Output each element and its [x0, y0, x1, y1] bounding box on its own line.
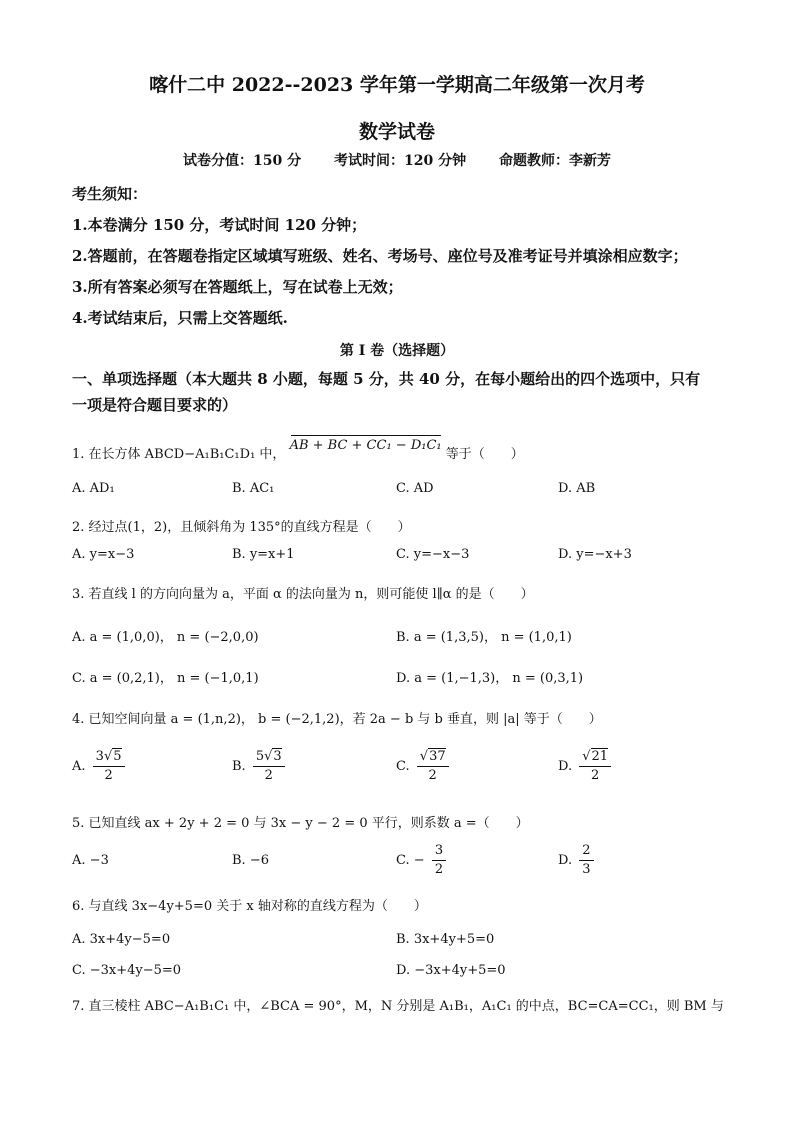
fraction: $\frac{√21}{2}$: [579, 748, 611, 785]
option-b: B. a = (1,3,5)， n = (1,0,1): [396, 630, 572, 645]
question-2: [72, 516, 411, 535]
radicand: 21: [591, 749, 609, 764]
question-7: [72, 995, 724, 1014]
instruction-item: 1.本卷满分 150 分，考试时间 120 分钟；: [72, 216, 367, 234]
section-heading-line-1: 一、单项选择题（本大题共 8 小题，每题 5 分，共 40 分，在每小题给出的四个选项中，只有: [72, 370, 701, 388]
question-stem: 经过点(1，2)，且倾斜角为 135°的直线方程是（ ）: [88, 520, 411, 535]
denominator: 2: [428, 768, 437, 783]
question-stem: 已知直线 ax + 2y + 2 = 0 与 3x − y − 2 = 0 平行，则系数 a =（ ）: [88, 816, 529, 831]
option-label: C.: [396, 853, 410, 868]
option-b: [232, 853, 269, 868]
denominator: 3: [582, 862, 591, 877]
fraction: [579, 842, 593, 879]
instruction-item: 2.答题前，在答题卷指定区域填写班级、姓名、考场号、座位号及准考证号并填涂相应数字；: [72, 247, 688, 265]
fraction: $\frac{5√3}{2}$: [253, 748, 285, 785]
section-heading: [72, 366, 732, 418]
option-b: B. 3x+4y+5=0: [396, 932, 495, 947]
exam-title: 喀什二中 2022--2023 学年第一学期高二年级第一次月考: [149, 74, 645, 96]
option-a: [72, 748, 128, 785]
option-c: C. y=−x−3: [396, 547, 470, 562]
question-number: 3.: [72, 587, 85, 602]
question-number: 4.: [72, 712, 85, 727]
question-5: [72, 812, 529, 831]
question-stem: 直三棱柱 ABC−A₁B₁C₁ 中，∠BCA = 90°，M，N 分别是 A₁B₁，A₁C₁ 的中点，BC=CA=CC₁，则 BM 与: [88, 999, 724, 1014]
instructions-heading: 考生须知：: [72, 185, 148, 203]
coefficient: 5: [255, 749, 265, 764]
part-heading: 第 I 卷（选择题）: [339, 343, 455, 359]
option-a: A. y=x−3: [72, 547, 135, 562]
question-1: [72, 438, 524, 462]
numerator: 3: [432, 842, 446, 861]
section-heading-line-2: 一项是符合题目要求的）: [72, 396, 238, 414]
option-d: [558, 748, 614, 785]
question-number: 2.: [72, 520, 85, 535]
coefficient: 3: [95, 749, 104, 764]
option-label: B.: [232, 853, 246, 868]
instruction-item: 3.所有答案必须写在答题纸上，写在试卷上无效；: [72, 278, 403, 296]
fraction: [432, 842, 446, 879]
fraction: $\frac{3√5}{2}$: [93, 748, 125, 785]
time-info: 考试时间：120 分钟: [334, 153, 467, 169]
exam-info: [0, 150, 794, 170]
option-label: D.: [558, 853, 573, 868]
question-stem: 若直线 l 的方向向量为 a，平面 α 的法向量为 n，则可能使 l∥α 的是（ ）: [88, 587, 534, 602]
denominator: 2: [434, 862, 444, 877]
denominator: 2: [591, 768, 600, 783]
option-d: D. y=−x+3: [558, 547, 632, 562]
option-d: D. AB: [558, 481, 596, 496]
question-number: 1.: [72, 447, 85, 462]
radicand: 37: [429, 749, 446, 764]
question-stem-end: 等于（ ）: [445, 447, 524, 462]
option-value: −6: [249, 853, 269, 868]
option-value: −3: [89, 853, 109, 868]
option-d: [558, 842, 597, 879]
option-c: C. a = (0,2,1)， n = (−1,0,1): [72, 671, 259, 686]
score-info: 试卷分值：150 分: [183, 153, 302, 169]
denominator: 2: [264, 768, 273, 783]
option-c: C. AD: [396, 481, 434, 496]
question-6: [72, 895, 427, 914]
option-label: D.: [558, 759, 573, 774]
question-3: [72, 583, 534, 602]
radicand: 3: [273, 749, 282, 764]
option-label: B.: [232, 759, 246, 774]
option-b: B. y=x+1: [232, 547, 295, 562]
option-a: A. a = (1,0,0)， n = (−2,0,0): [72, 630, 259, 645]
exam-subject: 数学试卷: [358, 121, 435, 143]
numerator: 2: [579, 842, 593, 861]
option-a: A. 3x+4y−5=0: [72, 932, 171, 947]
denominator: 2: [104, 768, 113, 783]
fraction-sign: −: [413, 853, 425, 868]
option-c: C. −3x+4y−5=0: [72, 963, 182, 978]
option-label: A.: [72, 853, 86, 868]
question-4: [72, 708, 602, 727]
option-b: [232, 748, 288, 785]
option-d: D. −3x+4y+5=0: [396, 963, 506, 978]
teacher-info: 命题教师：李新芳: [498, 153, 611, 169]
option-label: C.: [396, 759, 410, 774]
option-label: A.: [72, 759, 86, 774]
option-c: [396, 842, 449, 879]
option-d: D. a = (1,−1,3)， n = (0,3,1): [396, 671, 584, 686]
fraction: $\frac{√37}{2}$: [417, 748, 449, 785]
question-number: 6.: [72, 899, 85, 914]
question-stem: 在长方体 ABCD−A₁B₁C₁D₁ 中，: [88, 447, 286, 462]
option-a: [72, 853, 109, 868]
question-stem: 与直线 3x−4y+5=0 关于 x 轴对称的直线方程为（ ）: [88, 899, 427, 914]
question-number: 7.: [72, 999, 85, 1014]
vector-expression: AB + BC + CC₁ − D₁C₁: [289, 438, 442, 453]
question-number: 5.: [72, 816, 85, 831]
option-c: [396, 748, 452, 785]
radicand: 5: [113, 749, 122, 764]
option-b: B. AC₁: [232, 481, 275, 496]
question-stem: 已知空间向量 a = (1,n,2)， b = (−2,1,2)，若 2a − b 与 b 垂直，则 |a| 等于（ ）: [88, 712, 602, 727]
option-a: A. AD₁: [72, 481, 115, 496]
instruction-item: 4.考试结束后，只需上交答题纸.: [72, 309, 288, 327]
